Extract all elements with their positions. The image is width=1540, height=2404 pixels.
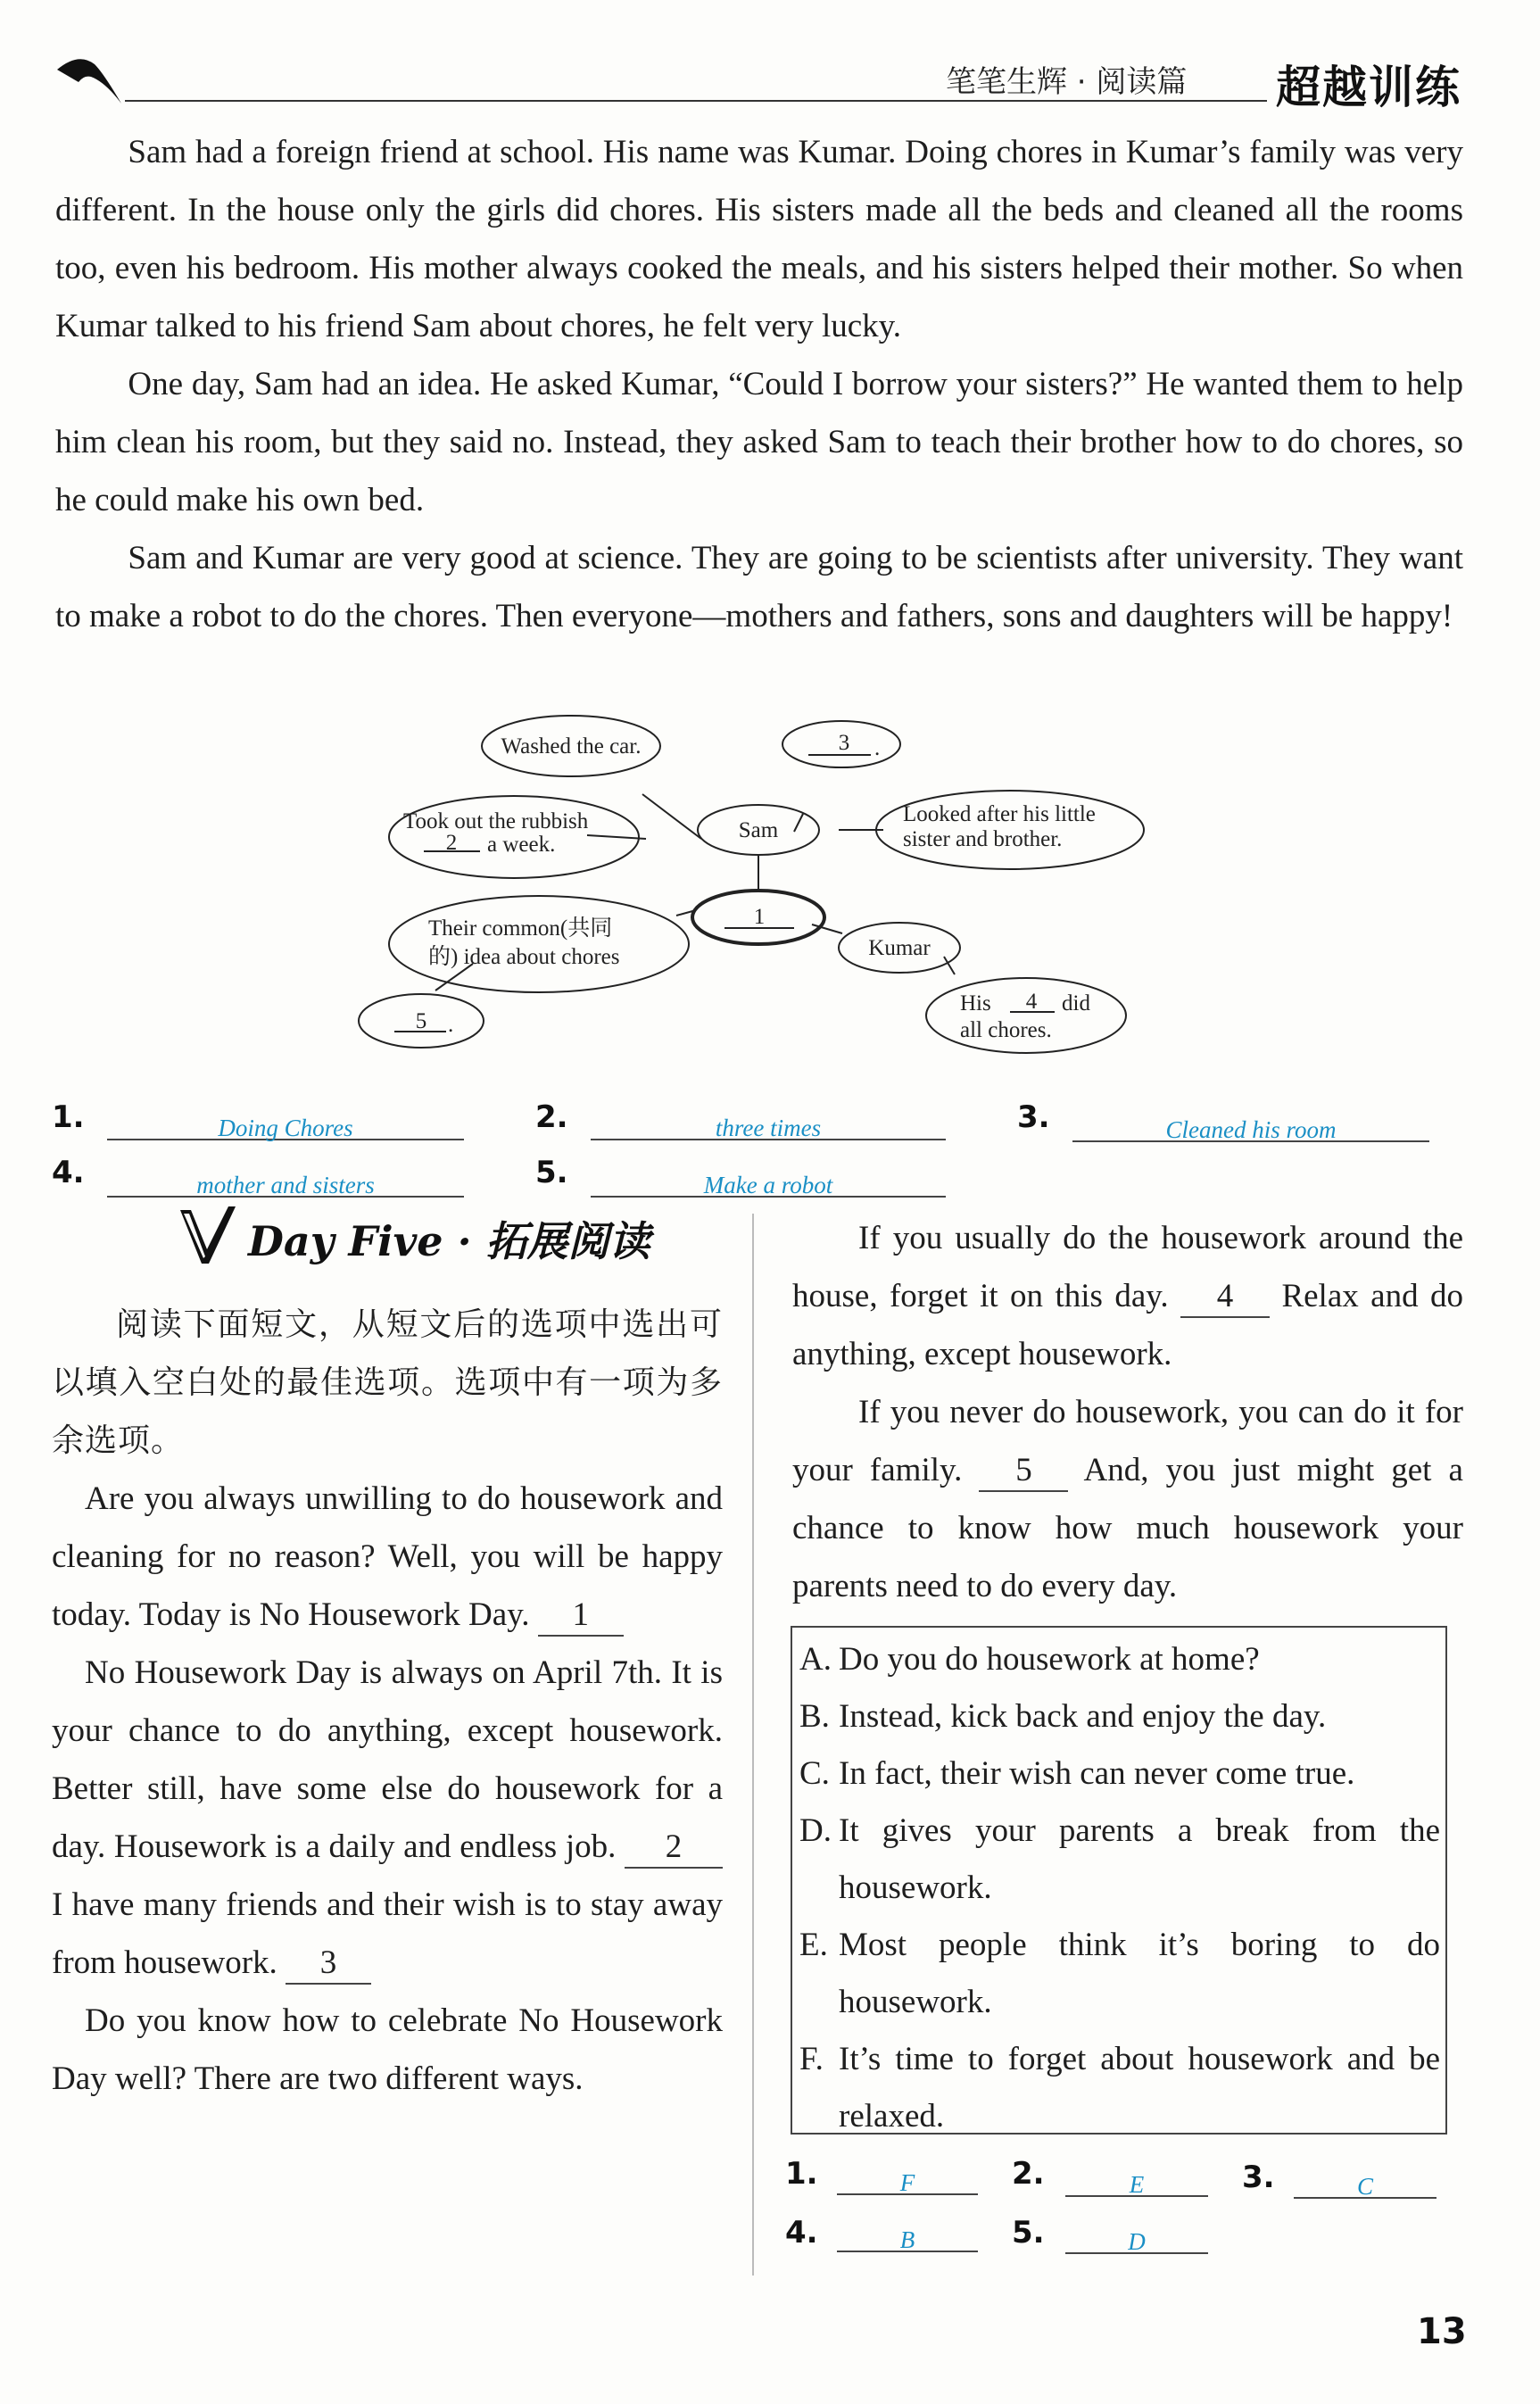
- mm-connector: [794, 814, 803, 832]
- option-text: Instead, kick back and enjoy the day.: [839, 1698, 1327, 1735]
- answer-number: 3.: [1242, 2159, 1275, 2195]
- mm-node-common-idea: [389, 896, 689, 992]
- option-item: [799, 1917, 1440, 2031]
- option-item: [799, 1688, 1440, 1745]
- passage-text: Relax and do anything, except housework.: [792, 1278, 1464, 1372]
- mm-blank-label: 1: [753, 905, 766, 929]
- header-section-title: 笔笔生辉 · 阅读篇: [946, 64, 1188, 100]
- mm-label: all chores.: [960, 1018, 1052, 1042]
- mm-label: sister and brother.: [903, 827, 1063, 851]
- passage-paragraph: Sam had a foreign friend at school. His name was Kumar. Doing chores in Kumar’s family was very different. In the house only the girls did chores. His sisters made all the beds and cleaned all the rooms too, even his bedroom. His mother always cooked the meals, and his sisters helped their mother. So when Kumar talked to his friend Sam about chores, he felt very lucky.: [55, 134, 1463, 344]
- answer-field[interactable]: mother and sisters: [107, 1162, 464, 1198]
- right-column: [792, 1209, 1463, 1615]
- mm-label: Kumar: [868, 936, 931, 960]
- option-letter: D.: [799, 1812, 832, 1849]
- option-letter: E.: [799, 1927, 828, 1963]
- mm-blank-label: 2: [445, 831, 458, 855]
- passage-paragraph: Do you know how to celebrate No Housework Day well? There are two different ways.: [52, 2002, 723, 2097]
- header-series-title: 超越训练: [1276, 62, 1461, 113]
- answer-field[interactable]: Cleaned his room: [1072, 1107, 1429, 1142]
- answer-number: 2.: [535, 1099, 568, 1135]
- left-column: [52, 1296, 723, 2108]
- blank-3: 3: [286, 1944, 371, 1985]
- answer-field[interactable]: F: [837, 2159, 978, 2195]
- answer-field[interactable]: D: [1065, 2218, 1208, 2254]
- answer-field[interactable]: C: [1294, 2163, 1437, 2199]
- passage-paragraph: One day, Sam had an idea. He asked Kumar, “Could I borrow your sisters?” He wanted them to help him clean his room, but they said no. Instead, they asked Sam to teach their brother how to do chores, so he could make his own bed.: [55, 366, 1463, 518]
- mm-blank-label: 4: [1025, 990, 1038, 1014]
- answer-number: 5.: [1012, 2215, 1045, 2251]
- passage-paragraph: [792, 1209, 1463, 1383]
- option-letter: B.: [799, 1698, 830, 1735]
- passage-text: Are you always unwilling to do housework and cleaning for no reason? Well, you will be happy today. Today is No Housework Day.: [52, 1480, 723, 1633]
- mm-blank-label: 3: [838, 731, 850, 755]
- option-letter: C.: [799, 1755, 830, 1792]
- option-letter: F.: [799, 2041, 824, 2077]
- blank-2: 2: [625, 1828, 723, 1869]
- mind-map-diagram: [339, 705, 1178, 1089]
- option-item: [799, 2031, 1440, 2145]
- answer-field[interactable]: Doing Chores: [107, 1105, 464, 1140]
- instructions: 阅读下面短文，从短文后的选项中选出可以填入空白处的最佳选项。选项中有一项为多余选项。: [52, 1306, 723, 1459]
- mm-label: Looked after his little: [903, 802, 1096, 826]
- page-number: 13: [1417, 2311, 1467, 2352]
- answer-number: 1.: [52, 1099, 85, 1135]
- back-arrow-icon: [52, 52, 123, 105]
- passage-paragraph: [792, 1383, 1463, 1615]
- passage-text: If you usually do the housework around the house, forget it on this day.: [792, 1220, 1463, 1314]
- svg-text:.: .: [448, 1013, 454, 1037]
- mm-label: did: [1062, 991, 1090, 1015]
- reading-passage: [55, 123, 1463, 645]
- mm-connector: [587, 835, 646, 839]
- mm-label: Took out the rubbish: [403, 809, 589, 833]
- passage-text: No Housework Day is always on April 7th. It is your chance to do anything, except housework. Better still, have some else do housework for a day. Housework is a daily and endless job.: [52, 1654, 723, 1865]
- mm-label: 的) idea about chores: [428, 945, 620, 969]
- answer-field[interactable]: three times: [591, 1105, 946, 1140]
- day-v-icon: [177, 1205, 241, 1267]
- option-text: It gives your parents a break from the housework.: [839, 1812, 1440, 1906]
- answer-field[interactable]: E: [1065, 2161, 1208, 2197]
- options-box: [791, 1626, 1447, 2135]
- option-item: [799, 1803, 1440, 1917]
- mm-label: Washed the car.: [501, 734, 642, 759]
- column-divider: [752, 1214, 754, 2276]
- option-item: [799, 1631, 1440, 1688]
- answer-number: 2.: [1012, 2156, 1045, 2192]
- passage-paragraph: [52, 1470, 723, 1644]
- answer-number: 1.: [785, 2156, 818, 2192]
- mm-label: a week.: [487, 833, 556, 857]
- option-text: Do you do housework at home?: [839, 1641, 1260, 1678]
- answer-number: 4.: [52, 1155, 85, 1190]
- passage-paragraph: [52, 1644, 723, 1992]
- mm-connector: [642, 794, 701, 839]
- option-item: [799, 1745, 1440, 1803]
- passage-paragraph: Sam and Kumar are very good at science. They are going to be scientists after university. They want to make a robot to do the chores. Then everyone—mothers and fathers, sons and daughters will be happy!: [55, 540, 1463, 634]
- option-text: Most people think it’s boring to do housework.: [839, 1927, 1440, 2020]
- answer-number: 3.: [1017, 1099, 1050, 1135]
- option-letter: A.: [799, 1641, 832, 1678]
- option-text: It’s time to forget about housework and be relaxed.: [839, 2041, 1440, 2135]
- mm-label: Their common(共同: [428, 916, 613, 941]
- svg-text:.: .: [874, 736, 881, 760]
- answer-field[interactable]: Make a robot: [591, 1162, 946, 1198]
- passage-text: I have many friends and their wish is to stay away from housework.: [52, 1886, 723, 1981]
- mm-label: His: [960, 991, 991, 1015]
- answer-number: 4.: [785, 2215, 818, 2251]
- option-text: In fact, their wish can never come true.: [839, 1755, 1355, 1792]
- answer-number: 5.: [535, 1155, 568, 1190]
- day-five-title: Day Five · 拓展阅读: [248, 1217, 650, 1265]
- passage-text: If you never do housework, you can do it for your family.: [792, 1394, 1463, 1488]
- mm-blank-label: 5: [415, 1009, 427, 1033]
- blank-4: 4: [1180, 1277, 1270, 1318]
- passage-text: And, you just might get a chance to know how much housework your parents need to do every day.: [792, 1452, 1463, 1604]
- answer-field[interactable]: B: [837, 2217, 978, 2252]
- blank-5: 5: [979, 1451, 1068, 1492]
- blank-1: 1: [538, 1596, 624, 1637]
- mm-label: Sam: [738, 818, 779, 842]
